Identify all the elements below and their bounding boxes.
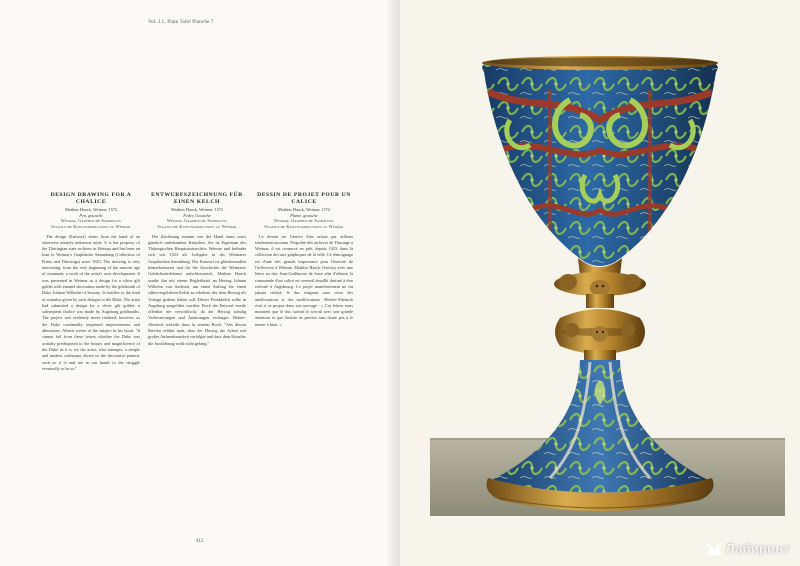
body-paragraph: Le dessin est l'œuvre d'un artiste par ailleurs totalement inconnu. Propriété des archives de Thuringe à Weimar, il est conservé en prêt, depuis 1923, dans la collection des arts graphiques de la ville. Ce témoignage est d'une très grande importance pour l'histoire de l'orfèvrerie à Weimar. Mathias Haack l'envoya avec une lettre au duc Jean-Guillaume de Saxe afin d'obtenir la commande d'un calice en vermeil émaillé destiné à être exécuté à Augsbourg. Le projet manifestement ne fut jamais réalisé, le duc exigeant sans cesse des améliorations et des modifications. Hefner-Alteneck écrit à ce propos dans son ouvrage : « Ces lettres nous montrent que le duc suivait le travail avec une grande attention et que l'artiste ne parvint sans doute pas à le mener à bien. » (255, 233, 354, 327)
column-title: DESSIN DE PROJET POUR UN CALICE (257, 192, 351, 205)
meta-technique: Plume, gouache (290, 212, 318, 218)
text-column-french (255, 192, 353, 328)
gutter-shadow (386, 0, 400, 566)
middle-knop (555, 309, 645, 354)
watermark-text: Лабиринт (725, 541, 790, 556)
minotaur-logo-icon (705, 542, 723, 556)
chalice-bowl (480, 56, 720, 270)
labirint-watermark (705, 541, 790, 556)
right-page (400, 0, 800, 566)
meta-collection: Weimar, Graphische Sammlung (273, 218, 335, 224)
meta-artist: Mathias Haack, Weimar, 1572 (170, 207, 224, 213)
column-meta (42, 207, 140, 229)
chalice-plate-illustration (400, 0, 800, 566)
meta-institution: Staatliche Kunstsammlungen zu Weimar (264, 223, 344, 229)
running-head: Vol. I.1, Plate Tafel Planche 7 (148, 20, 214, 25)
body-paragraph: The design (Entwurf) stems from the hand of an otherwise entirely unknown artist. It is the property of the Thuringian state archives in Weimar and has been on loan to Weimar's Graphische Sammlung (Collection of Prints and Drawings) since 1923. The drawing is very interesting, from the very beginning of the nascent age of ornament, a work of the artist's own development. It was presented in Weimar as a design for a silver gilt goblet with enamel decoration made by the goldsmith of Duke Johann Wilhelm of Saxony. It testifies to the kind of stimulus given by such designs to the Duke. The artist had submitted a design for a silver gilt goblet; a subsequent chalice was made by Augsburg goldsmiths. The project was evidently never realized, however, as the Duke continually requested improvements and alterations. Alberti writes of the subject in his book: "It cannot fail from these letters whether the Duke was actually predisposed to the beauty and magnificence of the Duke as it is we the artist, who attempts, a simple and modest craftsman, above us the decorative pattern, such as it is and are in our hands to the struggle eventually to be so." (42, 233, 140, 371)
text-column-english (42, 192, 140, 372)
meta-technique: Feder, Gouache (183, 212, 211, 218)
column-meta (148, 207, 246, 229)
chalice-foot (487, 358, 714, 511)
text-column-german (148, 192, 246, 347)
column-body (42, 234, 140, 373)
column-title: ENTWURFSZEICHNUNG FÜR EINEN KELCH (151, 192, 243, 205)
body-paragraph: Die Zeichnung stammt von der Hand eines sonst gänzlich unbekannten Künstlers. Sie ist Eigentum des Thüringischen Hauptstaatsarchivs Weimar und befindet sich seit 1923 als Leihgabe in der Weimarer Graphischen Sammlung. Der Entwurf ist gleichermaßen bemerkenswert und für die Geschichte der Weimarer Goldschmiedekunst aufschlussreich. Mathias Haack sandte ihn mit einem Begleitbrief an Herzog Johann Wilhelm von Sachsen, um einen Auftrag für einen silbervergoldeten Kelch zu erhalten, der dem Herzog als Vorlage gedient haben soll. Dieser Prunkkelch sollte in Augsburg ausgeführt werden. Doch der Entwurf wurde offenbar nie verwirklicht, da der Herzog ständig Verbesserungen und Änderungen verlangte. Hefner-Alteneck schreibt dazu in seinem Buch: "Aus diesen Briefen erfährt man, dass der Herzog die Arbeit mit großer Aufmerksamkeit verfolgte und dass dem Künstler die Ausführung wohl nicht gelang." (148, 233, 246, 346)
meta-institution: Staatliche Kunstsammlungen zu Weimar (51, 223, 131, 229)
meta-artist: Mathias Haack, Weimar, 1572 (277, 207, 331, 213)
meta-institution: Staatliche Kunstsammlungen zu Weimar (157, 223, 237, 229)
meta-collection: Weimar, Graphische Sammlung (166, 218, 228, 224)
meta-collection: Weimar, Graphische Sammlung (60, 218, 122, 224)
column-body (255, 234, 353, 328)
page-number: 412 (196, 539, 204, 544)
upper-knop (554, 272, 646, 296)
meta-artist: Mathias Haack, Weimar, 1572 (64, 207, 118, 213)
column-body (148, 234, 246, 347)
column-title: DESIGN DRAWING FOR A CHALICE (50, 192, 132, 205)
meta-technique: Pen, gouache (79, 212, 103, 218)
column-meta (255, 207, 353, 229)
